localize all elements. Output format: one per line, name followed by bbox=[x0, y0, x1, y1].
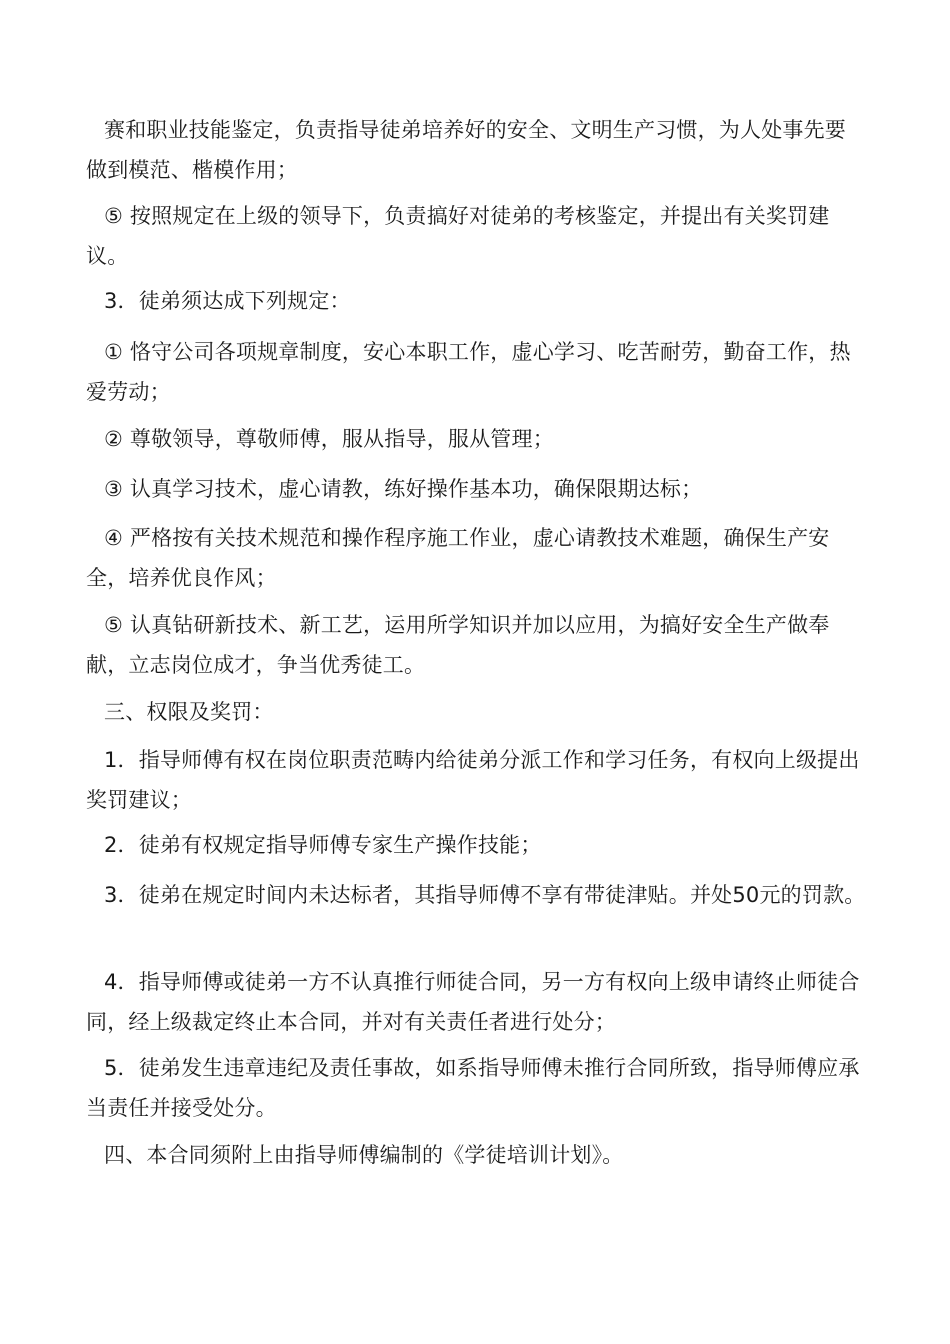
paragraph-rights-2: 2．徒弟有权规定指导师傅专家生产操作技能； bbox=[104, 833, 542, 857]
paragraph-apprentice-rule-4: ④ 严格按有关技术规范和操作程序施工作业，虚心请教技术难题，确保生产安全，培养优良作风； bbox=[86, 526, 830, 590]
paragraph-rights-1: 1．指导师傅有权在岗位职责范畴内给徒弟分派工作和学习任务，有权向上级提出奖罚建议； bbox=[86, 748, 860, 812]
paragraph-rights-4: 4．指导师傅或徒弟一方不认真推行师徒合同，另一方有权向上级申请终止师徒合同，经上级裁定终止本合同，并对有关责任者进行处分； bbox=[86, 970, 860, 1034]
paragraph-apprentice-rule-2: ② 尊敬领导，尊敬师傅，服从指导，服从管理； bbox=[104, 427, 554, 451]
paragraph-mentor-duty-4-cont: 赛和职业技能鉴定，负责指导徒弟培养好的安全、文明生产习惯，为人处事先要做到模范、楷模作用； bbox=[86, 118, 846, 182]
paragraph-section-apprentice-rules: 3．徒弟须达成下列规定： bbox=[104, 289, 351, 313]
paragraph-section-rights-rewards: 三、权限及奖罚： bbox=[104, 700, 274, 724]
paragraph-apprentice-rule-3: ③ 认真学习技术，虚心请教，练好操作基本功，确保限期达标； bbox=[104, 477, 703, 501]
paragraph-section-attachment: 四、本合同须附上由指导师傅编制的《学徒培训计划》。 bbox=[104, 1143, 624, 1167]
paragraph-apprentice-rule-1: ① 恪守公司各项规章制度，安心本职工作，虚心学习、吃苦耐劳，勤奋工作，热爱劳动； bbox=[86, 340, 851, 404]
paragraph-mentor-duty-5: ⑤ 按照规定在上级的领导下，负责搞好对徒弟的考核鉴定，并提出有关奖罚建议。 bbox=[86, 204, 830, 268]
paragraph-apprentice-rule-5: ⑤ 认真钻研新技术、新工艺，运用所学知识并加以应用，为搞好安全生产做奉献，立志岗位成才，争当优秀徒工。 bbox=[86, 613, 830, 677]
paragraph-rights-3: 3．徒弟在规定时间内未达标者，其指导师傅不享有带徒津贴。并处50元的罚款。 bbox=[104, 883, 866, 907]
paragraph-rights-5: 5．徒弟发生违章违纪及责任事故，如系指导师傅未推行合同所致，指导师傅应承当责任并接受处分。 bbox=[86, 1056, 860, 1120]
